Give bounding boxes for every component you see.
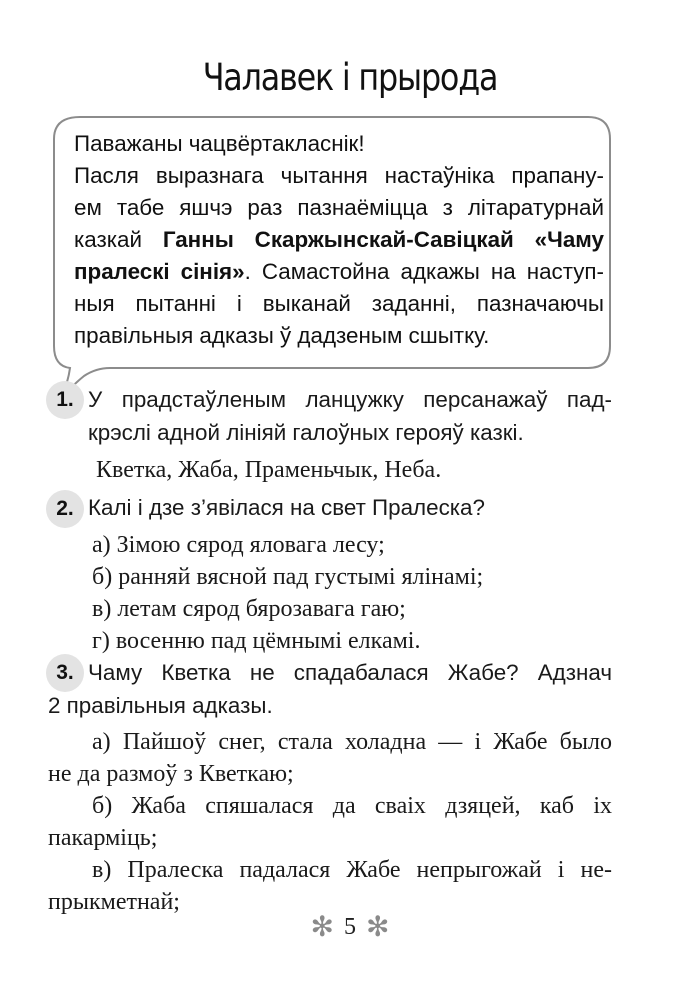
story-title: пралескі сінія» [74, 259, 245, 284]
question-number-1: 1. [46, 381, 84, 419]
intro-greeting: Паважаны чацвёртакласнік! [74, 131, 365, 156]
question-3-text [88, 656, 612, 689]
intro-line: ем табе яшчэ раз пазнаёміцца з літаратурнай [74, 195, 604, 220]
question-2-options [92, 529, 483, 657]
question-line: крэслі адной лініяй галоўных герояў казкі. [88, 420, 524, 445]
option-b: б) Жаба спяшалася да сваіх дзяцей, каб іх [92, 793, 612, 819]
option-a-cont: не да размоў з Кветкаю; [48, 761, 294, 787]
question-number-3: 3. [46, 654, 84, 692]
option-a: а) Зімою сярод яловага лесу; [92, 532, 385, 558]
author-name: Ганны Скаржынскай-Савіцкай «Чаму [162, 227, 604, 252]
option-d: г) восенню пад цёмнымі елкамі. [92, 628, 421, 654]
question-line: 2 правільныя адказы. [48, 693, 273, 718]
page-title: Чалавек і прырода [202, 56, 498, 99]
question-line: У прадстаўленым ланцужку персанажаў пад- [88, 387, 612, 412]
option-a: а) Пайшоў снег, стала холадна — і Жабе было [92, 729, 612, 755]
question-line: Калі і дзе з’явілася на свет Пралеска? [88, 495, 485, 520]
intro-line: пралескі сінія». Самастойна адкажы на наступ- [74, 259, 604, 284]
question-number-2: 2. [46, 490, 84, 528]
option-c-cont: прыкметнай; [48, 889, 180, 915]
question-3-options [48, 726, 612, 918]
page-footer [0, 908, 700, 942]
question-3-text-cont [48, 689, 572, 722]
option-b: б) ранняй вясной пад густымі ялінамі; [92, 564, 484, 590]
page-number: 5 [344, 914, 356, 940]
question-1-text [88, 383, 612, 449]
option-c: в) летам сярод бярозавага гаю; [92, 596, 406, 622]
intro-line: казкай Ганны Скаржынскай-Савіцкай «Чаму [74, 227, 604, 252]
character-chain: Кветка, Жаба, Праменьчык, Неба. [96, 457, 442, 483]
intro-text [74, 128, 604, 352]
ornament-star-icon: ✻ [310, 912, 334, 943]
intro-line: правільныя адказы ў дадзеным сшытку. [74, 323, 490, 348]
option-c: в) Пралеска падалася Жабе непрыгожай і не- [92, 857, 612, 883]
intro-line: ныя пытанні і выканай заданні, пазначаючы [74, 291, 604, 316]
option-b-cont: пакарміць; [48, 825, 158, 851]
question-2-text [88, 491, 612, 524]
ornament-star-icon: ✻ [366, 912, 390, 943]
intro-line: Пасля выразнага чытання настаўніка прапану- [74, 163, 604, 188]
question-line: Чаму Кветка не спадабалася Жабе? Адзнач [88, 660, 612, 685]
